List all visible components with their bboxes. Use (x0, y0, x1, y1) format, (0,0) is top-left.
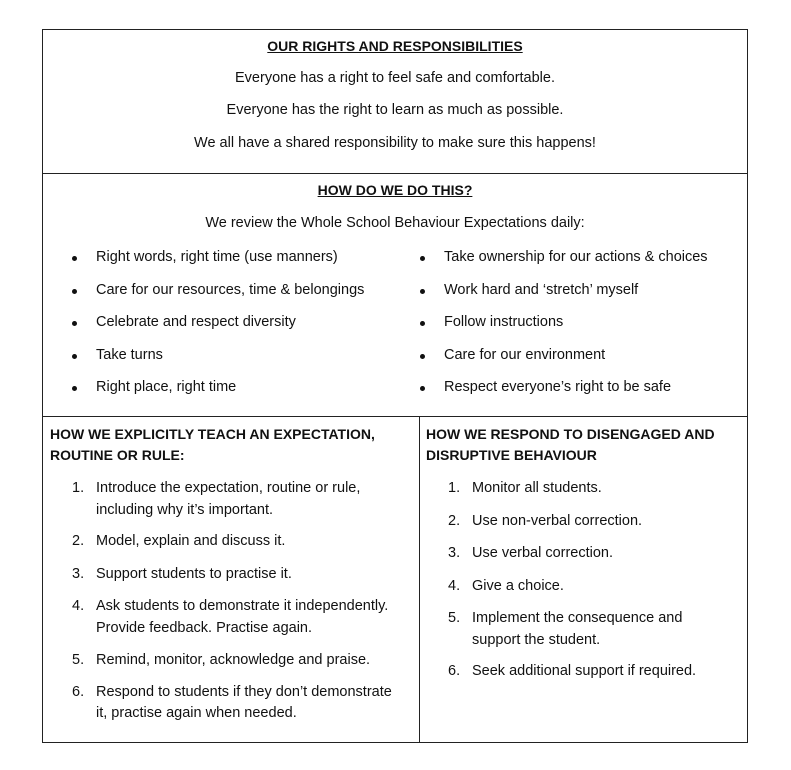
column-divider (419, 417, 420, 742)
list-item: Take turns (72, 347, 364, 380)
how-heading: HOW DO WE DO THIS? (317, 182, 473, 198)
behaviour-poster (42, 29, 748, 743)
respond-heading: HOW WE RESPOND TO DISENGAGED AND DISRUPTIVE BEHAVIOUR (426, 426, 715, 463)
bullet-icon (420, 354, 425, 359)
list-item: Care for our environment (420, 347, 708, 380)
left-expectations-list (72, 249, 364, 412)
rights-section (43, 30, 747, 174)
list-item: 4. Give a choice. (448, 577, 564, 594)
list-item: Take ownership for our actions & choices (420, 249, 708, 282)
bullet-icon (420, 256, 425, 261)
rights-line-2: Everyone has the right to learn as much as possible. (226, 102, 564, 118)
list-item: 4. Ask students to demonstrate it independently. Provide feedback. Practise again. (72, 598, 389, 636)
bullet-icon (72, 354, 77, 359)
list-item: Work hard and ‘stretch’ myself (420, 282, 708, 315)
list-item: Celebrate and respect diversity (72, 314, 364, 347)
list-item: 3. Support students to practise it. (72, 565, 292, 582)
list-item: Right words, right time (use manners) (72, 249, 364, 282)
list-item: Respect everyone’s right to be safe (420, 379, 708, 412)
list-item: Follow instructions (420, 314, 708, 347)
list-item: Right place, right time (72, 379, 364, 412)
list-item: 6. Respond to students if they don’t demonstrate it, practise again when needed. (72, 683, 392, 721)
right-expectations-list (420, 249, 708, 412)
teach-heading: HOW WE EXPLICITLY TEACH AN EXPECTATION, ROUTINE OR RULE: (50, 426, 375, 463)
rights-line-1: Everyone has a right to feel safe and comfortable. (235, 70, 555, 86)
list-item: Care for our resources, time & belongings (72, 282, 364, 315)
bullet-icon (72, 256, 77, 261)
list-item: 2. Model, explain and discuss it. (72, 533, 286, 549)
teach-steps-list (72, 478, 392, 725)
bullet-icon (420, 321, 425, 326)
bullet-icon (420, 289, 425, 294)
list-item: 6. Seek additional support if required. (448, 663, 697, 679)
respond-steps-list (448, 478, 696, 683)
list-item: 1. Introduce the expectation, routine or rule, including why it’s important. (72, 480, 361, 518)
bullet-icon (72, 386, 77, 391)
procedures-section (43, 417, 747, 742)
list-item: 1. Monitor all students. (448, 480, 602, 496)
rights-line-3: We all have a shared responsibility to make sure this happens! (194, 135, 596, 151)
bullet-icon (72, 321, 77, 326)
bullet-icon (72, 289, 77, 294)
how-section (43, 174, 747, 417)
bullet-icon (420, 386, 425, 391)
list-item: 5. Remind, monitor, acknowledge and praise. (72, 652, 371, 668)
rights-heading: OUR RIGHTS AND RESPONSIBILITIES (267, 38, 523, 54)
list-item: 5. Implement the consequence and support the student. (448, 610, 683, 648)
list-item: 2. Use non-verbal correction. (448, 512, 643, 529)
list-item: 3. Use verbal correction. (448, 545, 614, 561)
how-intro: We review the Whole School Behaviour Expectations daily: (205, 215, 585, 231)
